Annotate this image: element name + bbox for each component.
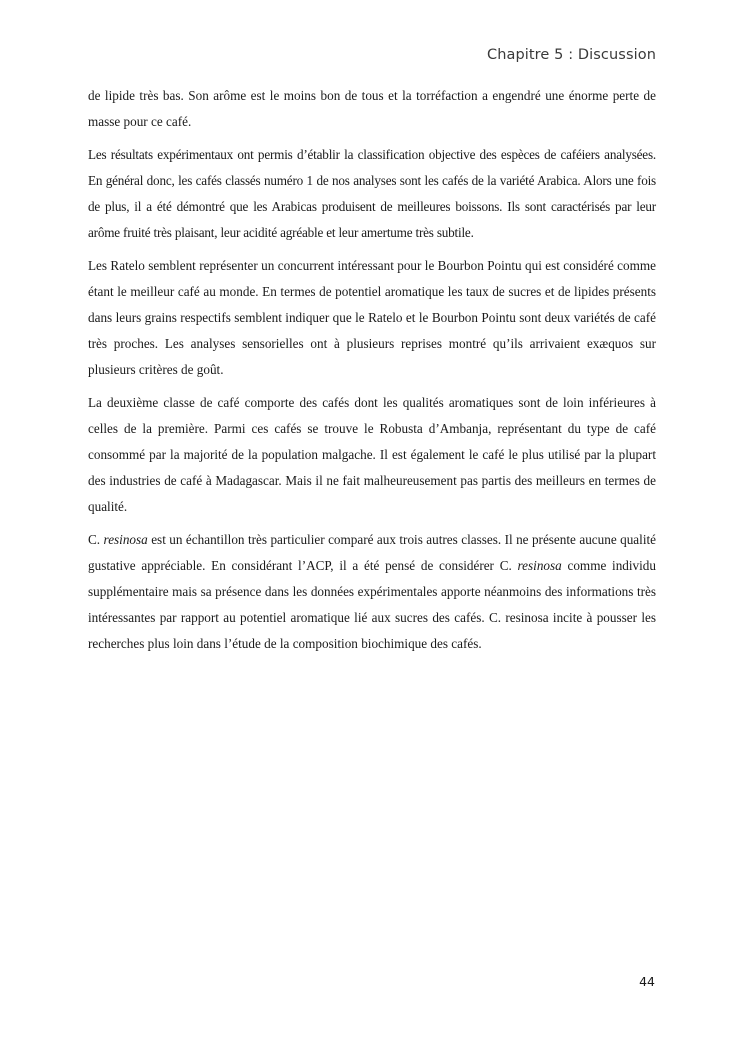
page-number: 44: [639, 974, 655, 989]
paragraph-5-text: est un échantillon très particulier comparé aux trois autres classes. Il ne présente aucune qualité gustative appréciable. En considérant l’ACP, il a été pensé de considérer C.: [88, 532, 657, 573]
species-name-italic: resinosa: [103, 532, 148, 547]
body-text: [88, 83, 656, 664]
paragraph-3: Les Ratelo semblent représenter un concurrent intéressant pour le Bourbon Pointu qui est considéré comme étant le meilleur café au monde. En termes de potentiel aromatique les taux de sucres et de lipides présents dans leurs grains respectifs semblent indiquer que le Ratelo et le Bourbon Pointu sont deux variétés de café très proches. Les analyses sensorielles ont à plusieurs reprises montré qu’ils arrivaient exæquos sur plusieurs critères de goût.: [88, 258, 656, 377]
species-abbrev: C.: [88, 532, 104, 547]
paragraph-1: de lipide très bas. Son arôme est le moins bon de tous et la torréfaction a engendré une énorme perte de masse pour ce café.: [88, 88, 656, 129]
species-name-italic: resinosa: [517, 558, 562, 573]
paragraph-4: La deuxième classe de café comporte des cafés dont les qualités aromatiques sont de loin inférieures à celles de la première. Parmi ces cafés se trouve le Robusta d’Ambanja, représentant du type de café consommé par la majorité de la population malgache. Il est également le café le plus utilisé par la plupart des industries de café à Madagascar. Mais il ne fait malheureusement pas partis des meilleurs en termes de qualité.: [88, 395, 656, 514]
paragraph-2: Les résultats expérimentaux ont permis d’établir la classification objective des espèces de caféiers analysées. En général donc, les cafés classés numéro 1 de nos analyses sont les cafés de la variété Arabica. Alors une fois de plus, il a été démontré que les Arabicas produisent de meilleures boissons. Ils sont caractérisés par leur arôme fruité très plaisant, leur acidité agréable et leur amertume très subtile.: [88, 147, 656, 240]
paragraph-5: [88, 527, 656, 657]
chapter-header: Chapitre 5 : Discussion: [486, 47, 656, 63]
paragraph-5-text: comme individu supplémentaire mais sa présence dans les données expérimentales apporte néanmoins des informations très intéressantes par rapport au potentiel aromatique lié aux sucres des cafés. C. resinosa incite à pousser les recherches plus loin dans l’étude de la composition biochimique des cafés.: [88, 558, 656, 651]
